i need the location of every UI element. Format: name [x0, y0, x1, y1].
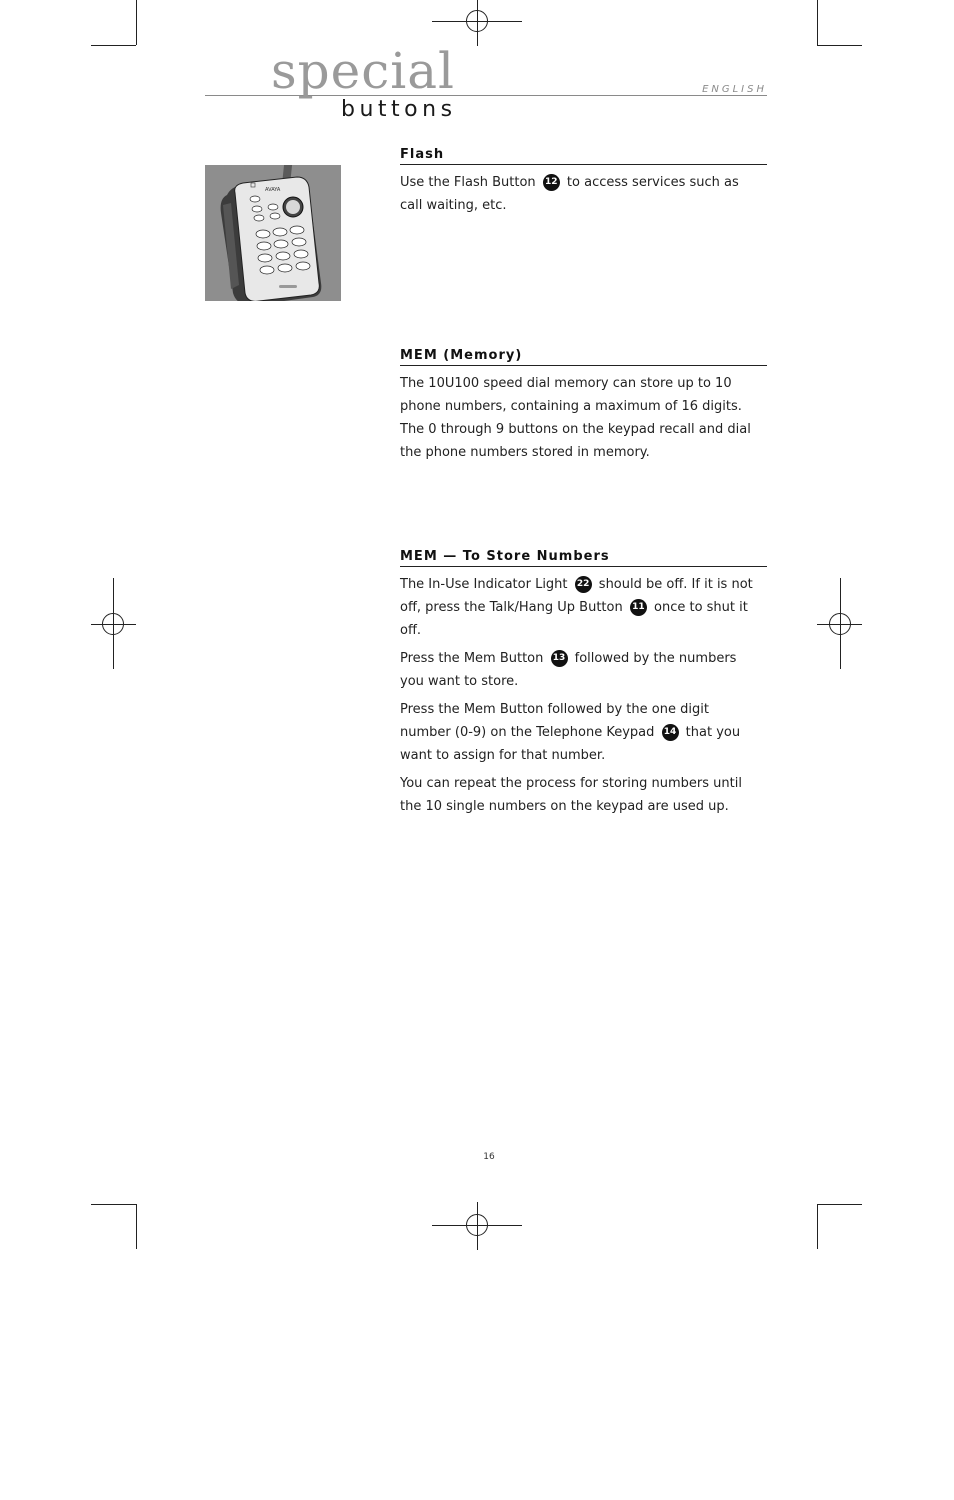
flash-text-a: Use the Flash Button	[400, 175, 536, 190]
store-p3-text-b: that you want to assign for that number.	[400, 725, 741, 763]
callout-badge-13: 13	[551, 650, 568, 667]
flash-paragraph	[400, 171, 762, 217]
store-p1-text-c: once to shut it off.	[400, 600, 748, 638]
section-heading-flash: Flash	[400, 147, 767, 165]
phone-handset-icon	[205, 165, 341, 301]
section-heading-mem-store: MEM — To Store Numbers	[400, 549, 767, 567]
callout-badge-14: 14	[662, 724, 679, 741]
phone-brand: AVAYA	[265, 187, 281, 193]
callout-badge-12: 12	[543, 174, 560, 191]
page-title-buttons: buttons	[341, 97, 457, 122]
callout-badge-11: 11	[630, 599, 647, 616]
store-p2-text-a: Press the Mem Button	[400, 651, 544, 666]
store-p3-text-a: Press the Mem Button followed by the one digit number (0-9) on the Telephone Keypad	[400, 702, 709, 740]
store-paragraph-1	[400, 573, 762, 642]
page-number: 16	[483, 1152, 495, 1162]
store-paragraph-4: You can repeat the process for storing numbers until the 10 single numbers on the keypad are used up.	[400, 776, 742, 814]
store-paragraph-2	[400, 647, 762, 693]
callout-badge-22: 22	[575, 576, 592, 593]
section-heading-mem: MEM (Memory)	[400, 348, 767, 366]
store-p1-text-a: The In-Use Indicator Light	[400, 577, 568, 592]
store-paragraph-3	[400, 698, 762, 767]
page-title-special: special	[271, 42, 456, 100]
phone-illustration	[205, 165, 341, 301]
language-label: ENGLISH	[702, 84, 767, 95]
store-p2-text-b: followed by the numbers you want to store.	[400, 651, 737, 689]
store-p1-text-b: should be off. If it is not off, press the Talk/Hang Up Button	[400, 577, 753, 615]
mem-paragraph: The 10U100 speed dial memory can store up to 10 phone numbers, containing a maximum of 16 digits. The 0 through 9 buttons on the keypad recall and dial the phone numbers stored in memory.	[400, 376, 751, 460]
flash-text-b: to access services such as call waiting, etc.	[400, 175, 739, 213]
